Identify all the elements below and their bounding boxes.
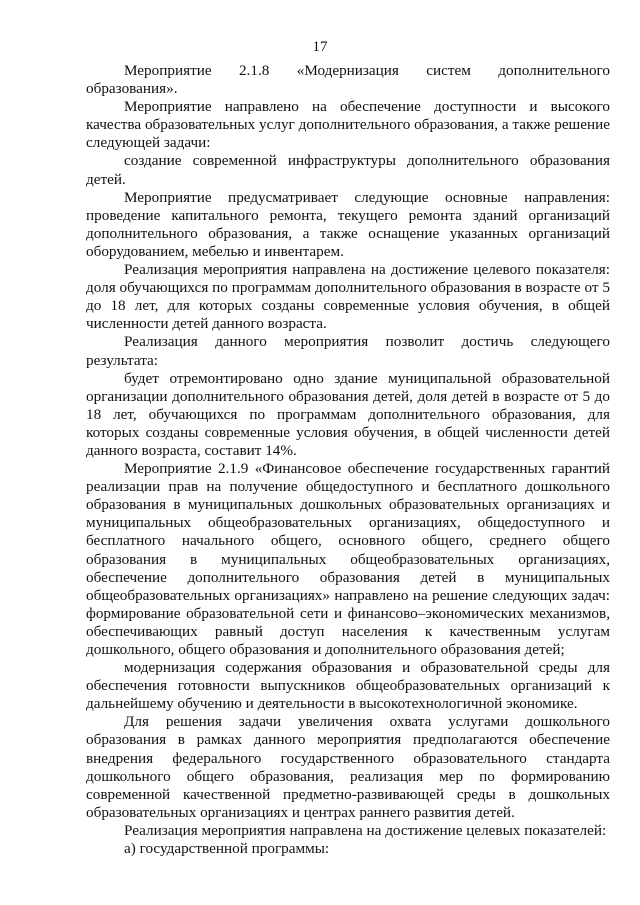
paragraph-preschool-coverage: Для решения задачи увеличения охвата услугами дошкольного образования в рамках данного мероприятия предполагаются обеспечение внедрения федерального государственного образовательного стандарта дошкольного общего образования, реализация мер по формированию современной качественной предметно-развивающей среды в дошкольных образовательных организациях и центрах раннего развития детей. <box>86 713 610 821</box>
paragraph-measure-2-1-9: Мероприятие 2.1.9 «Финансовое обеспечение государственных гарантий реализации прав на получение общедоступного и бесплатного дошкольного образования в муниципальных дошкольных образовательных организациях и муниципальных общеобразовательных организациях, общедоступного и бесплатного начального общего, основного общего, среднего общего образования в муниципальных общеобразовательных организациях, обеспечение дополнительного образования детей в муниципальных общеобразовательных организациях» направлено на решение следующих задач: формирование образовательной сети и финансово–экономических механизмов, обеспечивающих равный доступ населения к качественным услугам дошкольного, общего образования и дополнительного образования детей; <box>86 460 610 658</box>
paragraph-target-indicators: Реализация мероприятия направлена на достижение целевых показателей: <box>124 821 607 839</box>
paragraph-target-indicator: Реализация мероприятия направлена на достижение целевого показателя: доля обучающихся по программам дополнительного образования в возрасте от 5 до 18 лет, для которых созданы современные условия обучения, в общей численности детей данного возраста. <box>86 261 610 333</box>
paragraph-task-infrastructure: создание современной инфраструктуры дополнительного образования детей. <box>86 152 610 188</box>
paragraph-main-directions: Мероприятие предусматривает следующие основные направления: проведение капитального ремонта, текущего ремонта зданий организаций дополнительного образования, а также оснащение указанных организаций оборудованием, мебелью и инвентарем. <box>86 188 610 260</box>
paragraph-state-program: а) государственной программы: <box>124 840 330 858</box>
paragraph-expected-result: будет отремонтировано одно здание муниципальной образовательной организации дополнительного образования детей, доля детей в возрасте от 5 до 18 лет, обучающихся по программам дополнительного образования, для которых созданы современные условия обучения, в общей численности детей данного возраста, составит 14%. <box>86 369 610 459</box>
document-body <box>86 62 610 858</box>
paragraph-modernization: модернизация содержания образования и образовательной среды для обеспечения готовности выпускников общеобразовательных организаций к дальнейшему обучению и деятельности в высокотехнологичной экономике. <box>86 659 610 713</box>
paragraph-measure-2-1-8-title: Мероприятие 2.1.8 «Модернизация систем дополнительного образования». <box>86 62 610 98</box>
page-number: 17 <box>312 39 328 55</box>
paragraph-measure-2-1-8-purpose: Мероприятие направлено на обеспечение доступности и высокого качества образовательных услуг дополнительного образования, а также решение следующей задачи: <box>86 98 610 152</box>
paragraph-expected-result-intro: Реализация данного мероприятия позволит достичь следующего результата: <box>86 333 610 369</box>
